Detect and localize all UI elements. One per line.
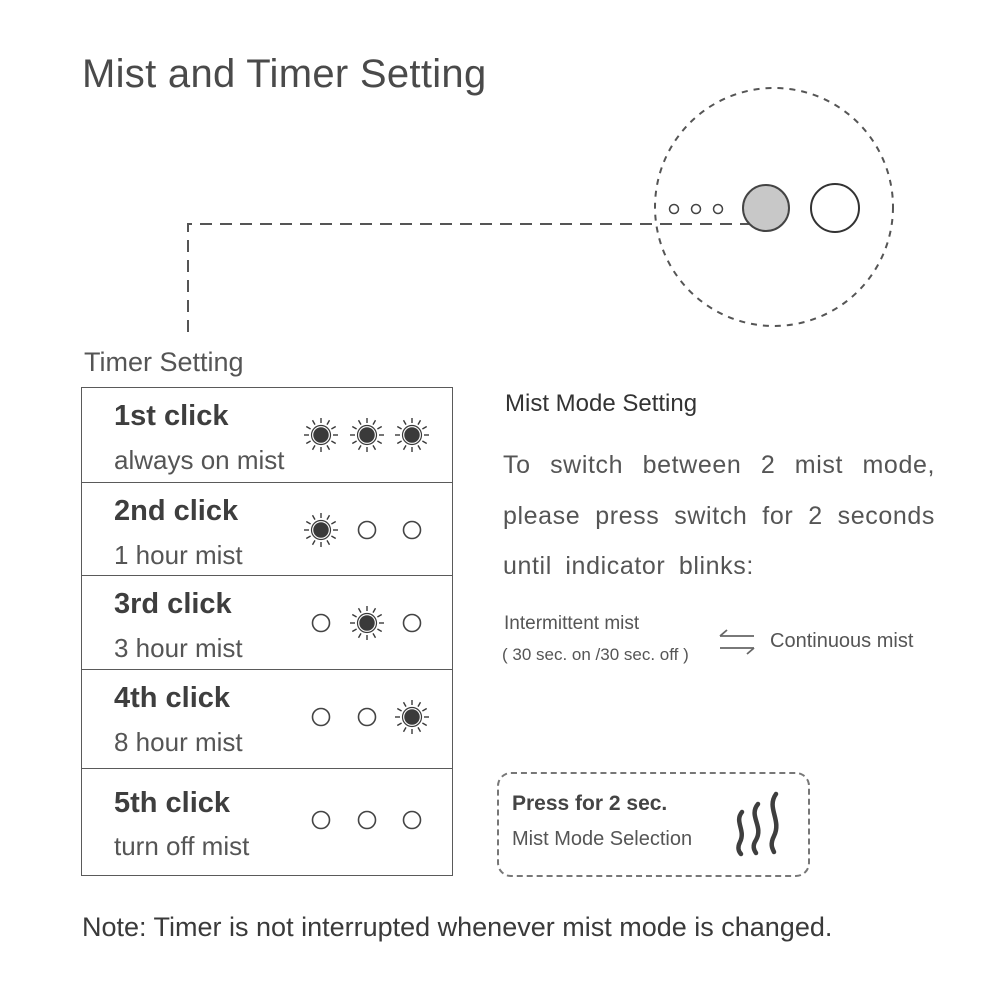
sun-icon (301, 510, 341, 550)
empty-circle-icon (392, 800, 432, 840)
timer-row-3 (82, 576, 452, 670)
timer-row-5 (82, 769, 452, 877)
click-label: 4th click (114, 682, 231, 714)
empty-circle-icon (392, 603, 432, 643)
timer-row-4 (82, 670, 452, 769)
press-duration-label: Press for 2 sec. (512, 792, 668, 815)
sun-icon (392, 415, 432, 455)
sun-icon (347, 603, 387, 643)
empty-circle-icon (301, 697, 341, 737)
indicator-light-2 (692, 205, 701, 214)
mist-label: 1 hour mist (114, 540, 243, 570)
mist-label: 3 hour mist (114, 633, 243, 663)
click-label: 1st click (114, 400, 229, 432)
click-label: 3rd click (114, 588, 232, 620)
empty-circle-icon (347, 800, 387, 840)
mist-mode-description: To switch between 2 mist mode, please press switch for 2 seconds until indicator blinks: (503, 451, 935, 580)
empty-circle-icon (301, 603, 341, 643)
empty-circle-icon (347, 510, 387, 550)
dashed-connector (188, 224, 758, 332)
timer-row-1 (82, 388, 452, 483)
mist-mode-selection-label: Mist Mode Selection (512, 828, 693, 850)
sun-icon (347, 415, 387, 455)
control-panel-diagram (0, 0, 1000, 340)
timer-table (81, 387, 453, 876)
intermittent-mist-detail: ( 30 sec. on /30 sec. off ) (502, 645, 689, 664)
empty-circle-icon (347, 697, 387, 737)
swap-arrows-icon (716, 627, 758, 657)
sun-icon (392, 697, 432, 737)
mist-label: always on mist (114, 445, 285, 475)
indicator-light-1 (670, 205, 679, 214)
mist-mode-heading: Mist Mode Setting (505, 390, 698, 417)
mist-label: turn off mist (114, 831, 250, 861)
steam-icon (732, 790, 788, 858)
intermittent-mist-label: Intermittent mist (504, 613, 640, 634)
indicator-light-3 (714, 205, 723, 214)
empty-circle-icon (392, 510, 432, 550)
continuous-mist-label: Continuous mist (770, 630, 914, 652)
timer-row-2 (82, 483, 452, 576)
empty-circle-icon (301, 800, 341, 840)
mist-button (743, 185, 789, 231)
click-label: 5th click (114, 787, 231, 819)
sun-icon (301, 415, 341, 455)
click-label: 2nd click (114, 495, 239, 527)
page-title: Mist and Timer Setting (82, 52, 487, 96)
power-button (811, 184, 859, 232)
mist-label: 8 hour mist (114, 727, 243, 757)
note-text: Note: Timer is not interrupted whenever mist mode is changed. (82, 912, 833, 942)
timer-setting-heading: Timer Setting (84, 347, 244, 377)
